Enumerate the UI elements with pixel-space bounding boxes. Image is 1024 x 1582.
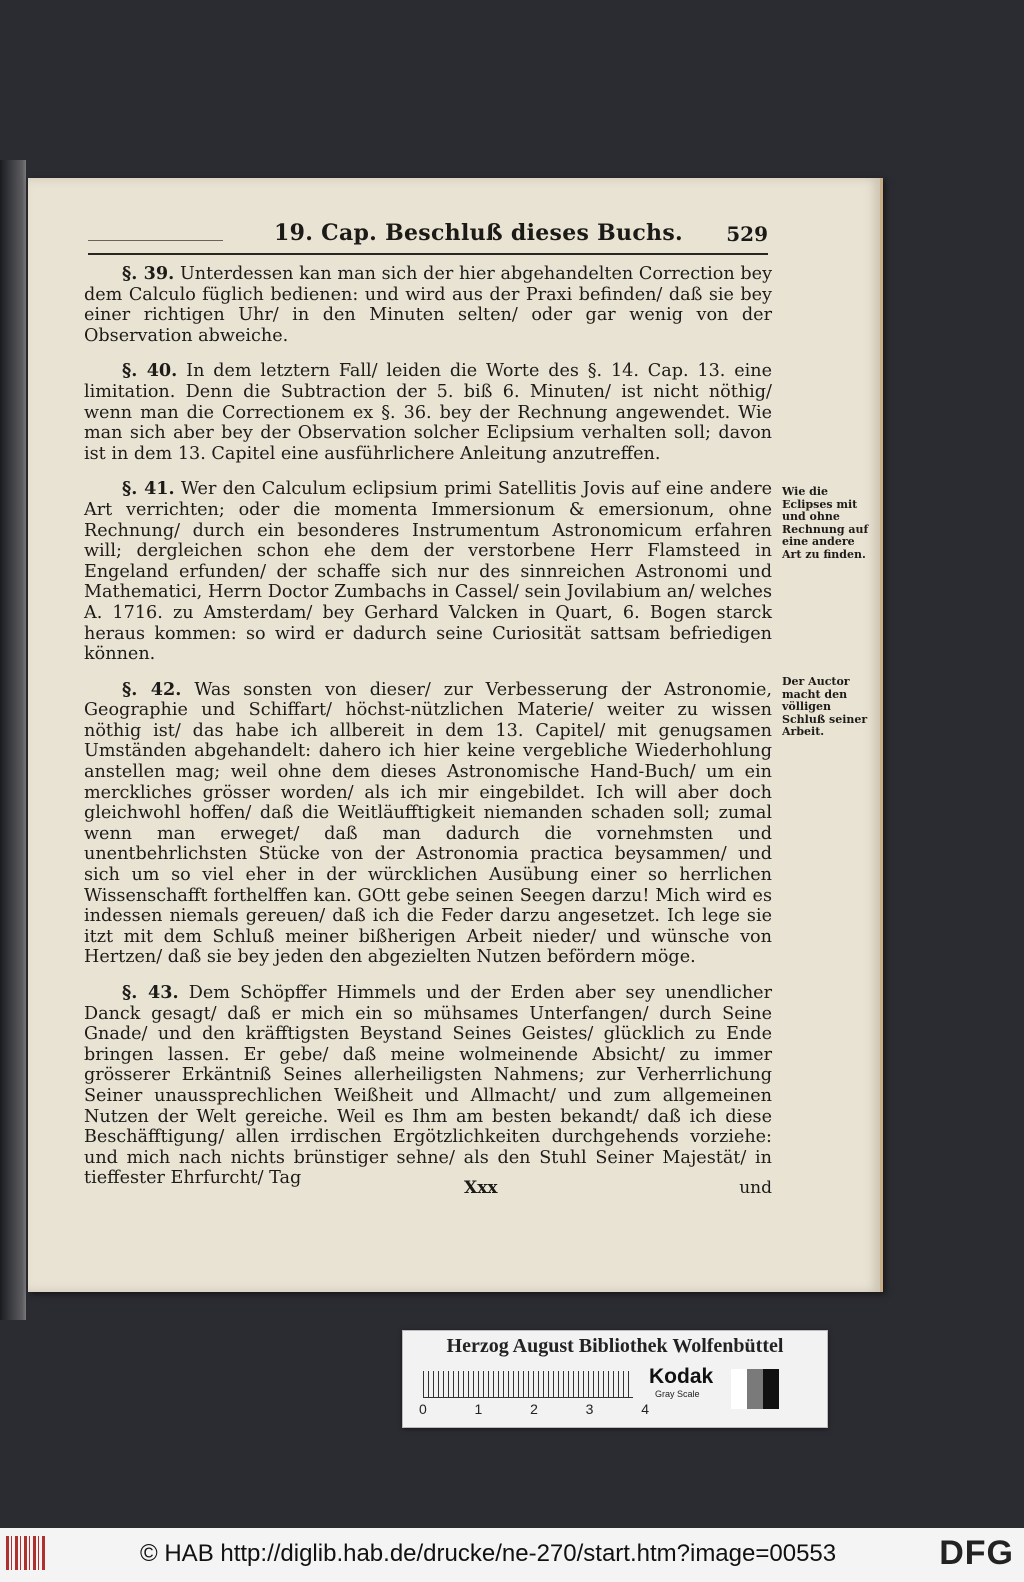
barcode-icon bbox=[6, 1536, 46, 1570]
footer-bar bbox=[0, 1528, 1024, 1582]
section-number: §. 39. bbox=[122, 263, 175, 284]
paragraph-text: Was sonsten von dieser/ zur Verbesserung der Astronomie, Geographie und Schiffart/ höchst-nützlichen Materie/ weiter zu wissen nöthig ist/ das habe ich allbereit in dem 13. Capitel/ mit genugsamen Umständen abgehandelt: dahero ich hier keine vergebliche Wiederhohlung anstellen mag; weil ohne dem dieses Astronomische Hand-Buch/ um ein merckliches grösser worden/ als ich mir eingebildet. Ich will aber doch gleichwohl hoffen/ daß die Weitläufftigkeit niemanden schaden soll; zumal wenn man erweget/ daß man dadurch die vornehmsten und unentbehrlichsten Stücke von der Astronomia practica beysammen/ und sich um so viel eher in der würcklichen Ausübung einer so herrlichen Wissenschafft forthelffen kan. GOtt gebe seinen Seegen darzu! Mich wird es indessen niemals gereuen/ daß ich die Feder darzu angesetzet. Ich lege sie itzt mit dem Schluß meiner bißherigen Arbeit nieder/ und wünsche von Hertzen/ daß sie bey jeden den abgezielten Nutzen befördern möge. bbox=[84, 679, 773, 968]
ruler-number: 4 bbox=[641, 1401, 649, 1417]
page-number: 529 bbox=[726, 222, 768, 246]
black-swatch bbox=[763, 1369, 779, 1409]
library-name: Herzog August Bibliothek Wolfenbüttel bbox=[446, 1335, 784, 1357]
paragraph-39 bbox=[84, 264, 772, 346]
paragraph-42 bbox=[84, 680, 772, 968]
paragraph-text: In dem letztern Fall/ leiden die Worte des §. 14. Cap. 13. eine limitation. Denn die Subtraction der 5. biß 6. Minuten/ ist nicht nöthig/ wenn man die Correctionem ex §. 36. bey der Rechnung angewendet. Wie man sich aber bey der Observation solcher Eclipsium verhalten soll; davon ist in dem 13. Capitel eine ausführlichere Anleitung anzutreffen. bbox=[84, 361, 773, 464]
running-title: 19. Cap. Beschluß dieses Buchs. bbox=[274, 220, 683, 246]
white-swatch bbox=[731, 1369, 747, 1409]
section-number: §. 43. bbox=[122, 982, 179, 1003]
catchline bbox=[84, 1178, 772, 1202]
paragraph-text: Wer den Calculum eclipsium primi Satellitis Jovis auf eine andere Art verrichten; oder die momenta Immersionum & emersionum, ohne Rechnung/ durch ein besonderes Instrumentum Astronomicum erfahren will; dergleichen schon ehe dem der verstorbene Herr Flamsteed in Engeland erfunden/ der schaffe sich nur des sinnreichen Astronomi und Mathematici, Herrn Doctor Zumbachs in Cassel/ sein Jovilabium an/ welches A. 1716. zu Amsterdam/ bey Gerhard Valcken in Quart, 6. Bogen starck heraus kommen: so wird er dadurch seine Curiosität sattsam befriedigen können. bbox=[84, 479, 773, 665]
ruler-scale bbox=[423, 1371, 633, 1398]
signature-mark: Xxx bbox=[464, 1178, 498, 1198]
gray-swatches bbox=[731, 1369, 779, 1409]
gray-scale-label: Gray Scale bbox=[655, 1389, 700, 1399]
header-rule bbox=[88, 253, 768, 255]
paragraph-43 bbox=[84, 983, 772, 1189]
paragraph-text: Unterdessen kan man sich der hier abgehandelten Correction bey dem Calculo füglich bedienen: und wird aus der Praxi befinden/ daß sie bey einer richtigen Uhr/ in den Minuten selten/ oder gar wenig von der Observation abweiche. bbox=[84, 264, 773, 346]
reference-card bbox=[402, 1330, 828, 1428]
margin-note-conclusion: Der Auctor macht den völligen Schluß seiner Arbeit. bbox=[782, 675, 868, 738]
section-number: §. 42. bbox=[122, 678, 182, 700]
gray-swatch bbox=[747, 1369, 763, 1409]
paragraph-41 bbox=[84, 479, 772, 664]
dfg-logo: DFG bbox=[939, 1534, 1014, 1572]
catchword: und bbox=[739, 1178, 772, 1198]
book-page bbox=[28, 178, 883, 1292]
ruler-number: 0 bbox=[419, 1401, 427, 1417]
running-head bbox=[88, 220, 768, 254]
section-number: §. 40. bbox=[122, 360, 178, 382]
paragraph-text: Dem Schöpffer Himmels und der Erden aber sey unendlicher Danck gesagt/ daß er mich ein so mühsames Unterfangen/ durch Seine Gnade/ und den kräfftigsten Beystand Seines Geistes/ glücklich zu Ende bringen lassen. Er gebe/ daß meine wolmeinende Absicht/ zu immer grösserer Erkäntniß Seines allerheiligsten Nahmens; zur Verherrlichung Seiner unaussprechlichen Weißheit und Allmacht/ und zum allgemeinen Nutzen der Welt gereiche. Weil es Ihm am besten bekandt/ daß ich diese Beschäfftigung/ allen irrdischen Ergötzlichkeiten durchgehends vorziehe: und mich nach nichts brünstiger sehne/ als den Stuhl Seiner Majestät/ in tieffester Ehrfurcht/ Tag bbox=[84, 983, 772, 1189]
ruler-numbers bbox=[419, 1401, 649, 1417]
ruler-number: 1 bbox=[474, 1401, 483, 1417]
kodak-logo: Kodak bbox=[649, 1365, 714, 1388]
source-link[interactable]: © HAB http://diglib.hab.de/drucke/ne-270/start.htm?image=00553 bbox=[140, 1540, 837, 1567]
section-number: §. 41. bbox=[122, 478, 175, 500]
book-edge bbox=[0, 160, 26, 1320]
paragraph-40 bbox=[84, 361, 772, 464]
margin-note-eclipses: Wie die Eclipses mit und ohne Rechnung auf eine andere Art zu finden. bbox=[782, 485, 869, 561]
ruler-number: 3 bbox=[585, 1401, 594, 1417]
page-body bbox=[84, 264, 772, 1204]
ruler-number: 2 bbox=[530, 1401, 538, 1417]
